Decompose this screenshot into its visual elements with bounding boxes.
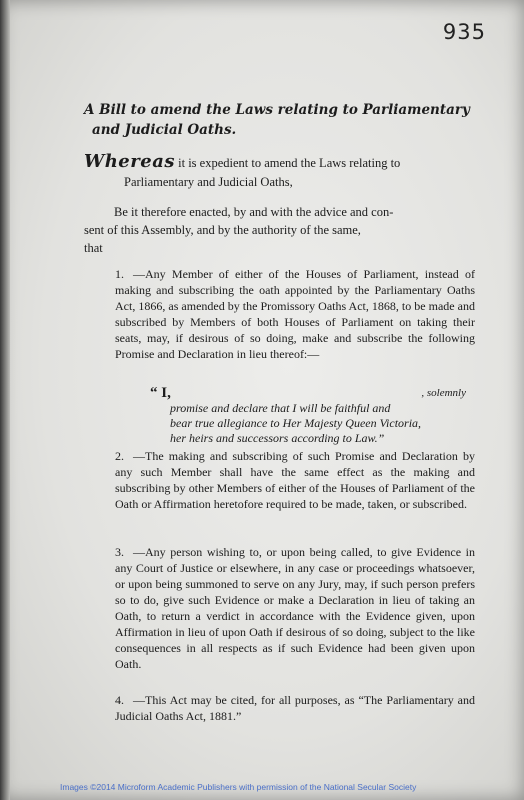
oath-declaration [150, 386, 470, 446]
title-line-2: and Judicial Oaths. [92, 122, 237, 138]
clause-2 [115, 448, 475, 512]
enact-line-2: sent of this Assembly, and by the authority of the same, [84, 223, 361, 237]
clause-1-text: —Any Member of either of the Houses of Parliament, instead of making and subscribing the oath appointed by the Parliamentary Oaths Act, 1866, as amended by the Promissory Oaths Act, 1868, to be made and subscribed by Members of both Houses of Parliament on taking their seats, may, if desirous of so doing, make and subscribe the following Promise and Declaration in lieu thereof:— [115, 267, 475, 361]
oath-opening: “ I, [150, 385, 171, 401]
page-number: 935 [442, 20, 486, 44]
clause-1 [115, 266, 475, 362]
enact-line-1: Be it therefore enacted, by and with the advice and con- [114, 205, 394, 219]
bill-title [84, 100, 484, 140]
oath-line-1: promise and declare that I will be faithful and [170, 401, 391, 415]
clause-3 [115, 544, 475, 672]
whereas-word: Whereas [84, 151, 175, 172]
clause-1-number: 1. [115, 267, 124, 281]
clause-4 [115, 692, 475, 724]
enact-line-3: that [84, 241, 103, 255]
oath-line-2: bear true allegiance to Her Majesty Queen Victoria, [170, 416, 422, 430]
oath-line-3: her heirs and successors according to Law.” [170, 431, 385, 445]
clause-2-number: 2. [115, 449, 124, 463]
clause-2-text: —The making and subscribing of such Promise and Declaration by any such Member shall have the same effect as the making and subscribing by other Members of either of the Houses of Parliament of the Oath or Affirmation heretofore required to be made, taken, or subscribed. [115, 449, 475, 511]
oath-solemnly: , solemnly [421, 387, 466, 399]
copyright-footer: Images ©2014 Microform Academic Publishers with permission of the National Secular Society [60, 782, 417, 792]
clause-3-text: —Any person wishing to, or upon being called, to give Evidence in any Court of Justice or elsewhere, in any case or proceedings whatsoever, or upon being summoned to serve on any Jury, may, if such person prefers so to do, give such Evidence or make a Declaration in lieu of taking an Oath, to return a verdict in accordance with the Evidence given, upon Affirmation in lieu of upon Oath if desirous of so doing, subject to the like consequences in all respects as if such Evidence had been given upon Oath. [115, 545, 475, 671]
clause-4-text: —This Act may be cited, for all purposes, as “The Parliamentary and Judicial Oaths Act, 1881.” [115, 693, 475, 723]
title-line-1: A Bill to amend the Laws relating to Parliamentary [84, 102, 470, 118]
clause-4-number: 4. [115, 693, 124, 707]
whereas-continuation: Parliamentary and Judicial Oaths, [124, 175, 293, 189]
clause-3-number: 3. [115, 545, 124, 559]
preamble [84, 152, 484, 192]
whereas-text: it is expedient to amend the Laws relating to [178, 156, 401, 170]
page-edge-shadow [0, 0, 10, 800]
enacting-clause [84, 203, 479, 257]
